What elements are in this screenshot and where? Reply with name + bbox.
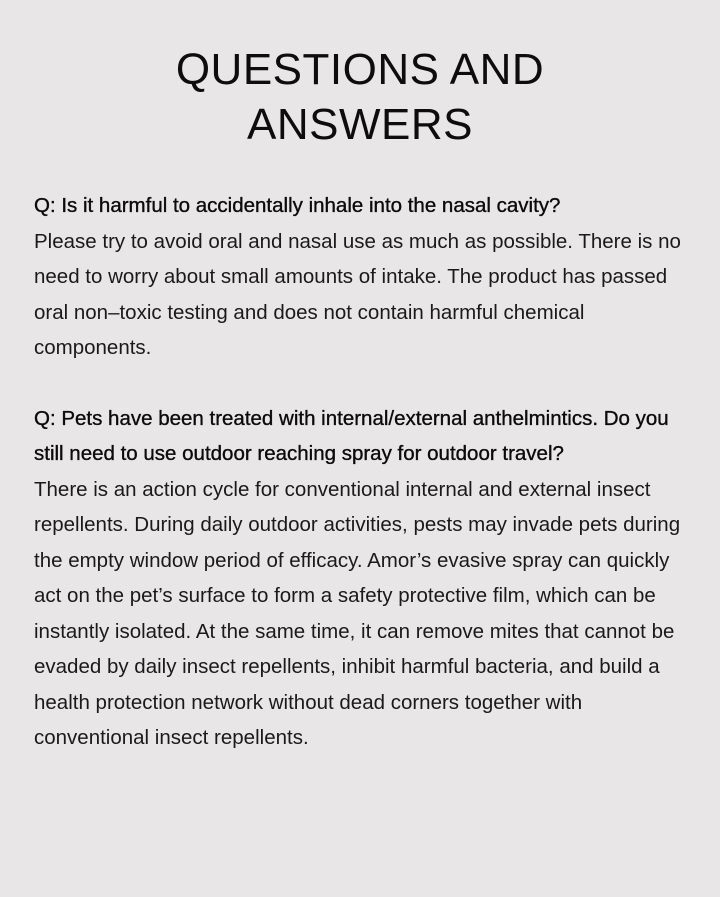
question-text: Q: Is it harmful to accidentally inhale into the nasal cavity? — [34, 194, 561, 217]
qa-item — [34, 401, 686, 756]
answer-text: There is an action cycle for conventional internal and external insect repellents. During daily outdoor activities, pests may invade pets during the empty window period of efficacy. Amor’s evasive spray can quickly act on the pet’s surface to form a safety protective film, which can be instantly isolated. At the same time, it can remove mites that cannot be evaded by daily insect repellents, inhibit harmful bacteria, and build a health protection network without dead corners together with conventional insect repellents. — [34, 477, 681, 749]
page-title — [34, 0, 686, 152]
page-title-line-2: ANSWERS — [247, 100, 473, 149]
answer-text: Please try to avoid oral and nasal use as much as possible. There is no need to worry about small amounts of intake. The product has passed oral non–toxic testing and does not contain harmful chemical components. — [34, 229, 681, 359]
question-text: Q: Pets have been treated with internal/external anthelmintics. Do you still need to use outdoor reaching spray for outdoor travel? — [34, 406, 669, 465]
qa-item — [34, 188, 686, 366]
qa-list — [34, 188, 686, 756]
page-title-line-1: QUESTIONS AND — [175, 45, 545, 94]
